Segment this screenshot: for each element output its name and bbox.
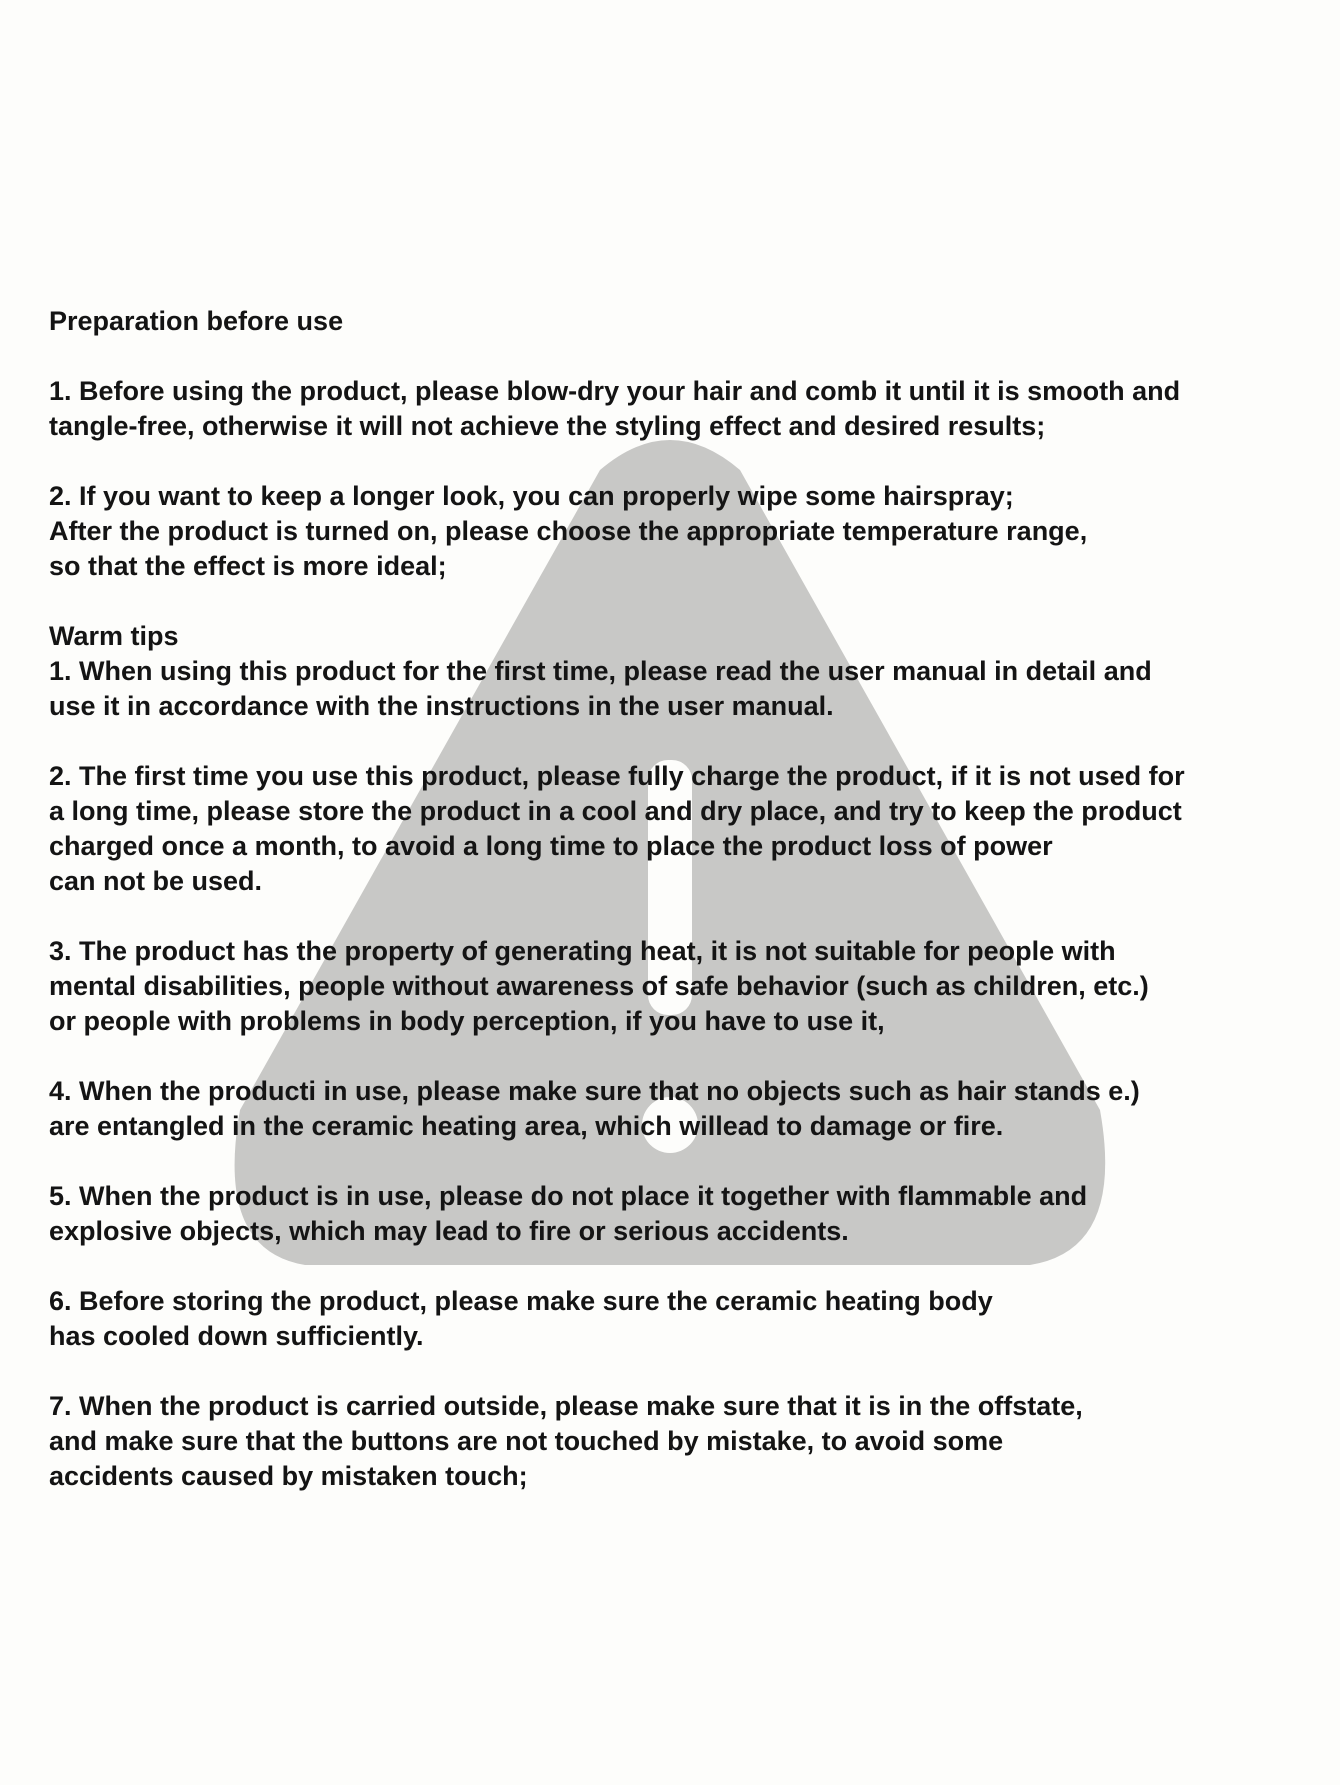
- list-item: [49, 1074, 1309, 1144]
- warm-tips-section: [49, 619, 1309, 1494]
- text-line: charged once a month, to avoid a long time to place the product loss of power: [49, 831, 1053, 861]
- section-title: Preparation before use: [49, 306, 344, 336]
- text-line: tangle-free, otherwise it will not achieve the styling effect and desired results;: [49, 411, 1046, 441]
- text-line: mental disabilities, people without awareness of safe behavior (such as children, etc.): [49, 971, 1149, 1001]
- list-item: [49, 934, 1309, 1039]
- list-item: [49, 759, 1309, 899]
- text-line: accidents caused by mistaken touch;: [49, 1461, 528, 1491]
- text-line: are entangled in the ceramic heating area, which willead to damage or fire.: [49, 1111, 1004, 1141]
- text-line: use it in accordance with the instructions in the user manual.: [49, 691, 834, 721]
- text-line: 2. If you want to keep a longer look, you can properly wipe some hairspray;: [49, 481, 1014, 511]
- text-line: 5. When the product is in use, please do not place it together with flammable and: [49, 1181, 1088, 1211]
- text-line: and make sure that the buttons are not touched by mistake, to avoid some: [49, 1426, 1004, 1456]
- text-line: explosive objects, which may lead to fire or serious accidents.: [49, 1216, 849, 1246]
- text-line: After the product is turned on, please choose the appropriate temperature range,: [49, 516, 1088, 546]
- text-line: or people with problems in body perception, if you have to use it,: [49, 1006, 885, 1036]
- text-line: 3. The product has the property of generating heat, it is not suitable for people with: [49, 936, 1116, 966]
- instructions-document: [49, 304, 1309, 1494]
- text-line: 2. The first time you use this product, please fully charge the product, if it is not used for: [49, 761, 1185, 791]
- text-line: 1. When using this product for the first time, please read the user manual in detail and: [49, 656, 1152, 686]
- text-line: can not be used.: [49, 866, 263, 896]
- list-item: [49, 479, 1309, 584]
- text-line: so that the effect is more ideal;: [49, 551, 447, 581]
- section-title: Warm tips: [49, 621, 179, 651]
- list-item: [49, 1389, 1309, 1494]
- preparation-section: [49, 304, 1309, 584]
- list-item: [49, 654, 1309, 724]
- list-item: [49, 374, 1309, 444]
- text-line: 6. Before storing the product, please make sure the ceramic heating body: [49, 1286, 993, 1316]
- text-line: 1. Before using the product, please blow-dry your hair and comb it until it is smooth and: [49, 376, 1181, 406]
- text-line: a long time, please store the product in a cool and dry place, and try to keep the product: [49, 796, 1182, 826]
- text-line: 7. When the product is carried outside, please make sure that it is in the offstate,: [49, 1391, 1083, 1421]
- list-item: [49, 1179, 1309, 1249]
- text-line: 4. When the producti in use, please make sure that no objects such as hair stands e.): [49, 1076, 1140, 1106]
- text-line: has cooled down sufficiently.: [49, 1321, 424, 1351]
- list-item: [49, 1284, 1309, 1354]
